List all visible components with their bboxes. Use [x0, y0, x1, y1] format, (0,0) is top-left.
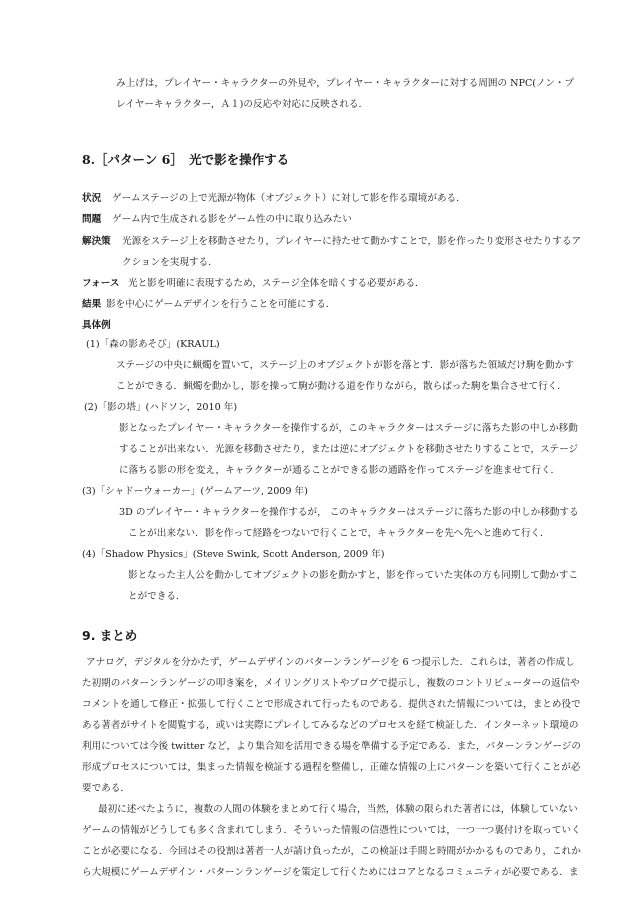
example-3-heading: (3)「シャドーウォーカー」(ゲームアーツ, 2009 年) — [82, 486, 308, 497]
forces-text: 光と影を明確に表現するため，ステージ全体を暗くする必要がある． — [128, 278, 425, 289]
situation-label: 状況 — [82, 193, 102, 204]
solution-text-1: 光源をステージ上を移動させたり，プレイヤーに持たせて動かすことで，影を作ったり変形させたりするア — [122, 236, 582, 247]
summary-p2-line-2: ゲームの情報がどうしても多く含まれてしまう．そういった情報の信憑性については，一つ一つ裏付けを取っていく — [82, 825, 581, 836]
intro-line-1: み上げは，プレイヤー・キャラクターの外見や，プレイヤー・キャラクターに対する周囲の NPC(ノン・プ — [116, 78, 575, 89]
summary-p2-line-3: ことが必要になる．今回はその役割は著者一人が請け負ったが，この検証は手間と時間がかかるものであり，これか — [82, 846, 581, 857]
example-2-line-3: に落ちる影の形を変え，キャラクターが通ることができる影の通路を作ってステージを進ませて行く． — [119, 465, 561, 476]
situation-text: ゲームステージの上で光源が物体（オブジェクト）に対して影を作る環境がある． — [112, 193, 466, 204]
result-text: 影を中心にゲームデザインを行うことを可能にする． — [106, 299, 336, 310]
summary-p1-line-3: コメントを通して修正・拡張して行くことで形成されて行ったものである．提供された情報については，まとめ役で — [82, 699, 581, 710]
summary-p2-line-4: ら大規模にゲームデザイン・パターンランゲージを策定して行くためにはコアとなるコミュニティが必要である．ま — [82, 867, 579, 878]
example-2-heading: (2)「影の塔」(ハドソン，2010 年) — [84, 402, 238, 413]
summary-p2-line-1: 最初に述べたように，複数の人間の体験をまとめて行く場合，当然，体験の限られた著者には，体験していない — [98, 804, 578, 815]
problem-text: ゲーム内で生成される影をゲーム性の中に取り込みたい — [112, 214, 352, 225]
example-2-line-1: 影となったプレイヤー・キャラクターを操作するが，このキャラクターはステージに落ちた影の中しか移動 — [119, 423, 578, 434]
summary-p1-line-4: ある著者がサイトを閲覧する，或いは実際にプレイしてみるなどのプロセスを経て検証した．インターネット環境の — [82, 720, 579, 731]
summary-p1-line-2: た初期のパターンランゲージの叩き案を，メイリングリストやブログで提示し，複数のコントリビューターの返信や — [82, 678, 580, 689]
problem-label: 問題 — [82, 214, 102, 225]
example-1-line-1: ステージの中央に蝋燭を置いて，ステージ上のオブジェクトが影を落とす．影が落ちた領域だけ駒を動かす — [116, 360, 574, 371]
solution-label: 解決策 — [82, 236, 111, 247]
intro-line-2: レイヤーキャラクター，Ａ１)の反応や対応に反映される． — [116, 99, 369, 110]
example-1-heading: (1)「森の影あそび」(KRAUL) — [86, 339, 220, 350]
example-4-heading: (4)「Shadow Physics」(Steve Swink, Scott Anderson, 2009 年) — [82, 549, 385, 560]
summary-p1-line-1: アナログ，デジタルを分かたず，ゲームデザインのパターンランゲージを 6 つ提示した．これらは，著者の作成し — [86, 657, 575, 668]
solution-text-2: クションを実現する． — [122, 257, 218, 268]
result-label: 結果 — [82, 299, 102, 310]
example-3-line-2: ことが出来ない．影を作って経路をつないで行くことで，キャラクターを先へ先へと進めて行く． — [128, 528, 550, 539]
example-4-line-2: とができる． — [128, 591, 186, 602]
example-1-line-2: ことができる．蝋燭を動かし，影を操って駒が動ける道を作りながら，散らばった駒を集合させて行く． — [116, 381, 567, 392]
summary-p1-line-6: 形成プロセスについては，集まった情報を検証する過程を整備し，正確な情報の上にパターンを築いて行くことが必 — [82, 762, 581, 773]
examples-label: 具体例 — [82, 320, 111, 331]
summary-p1-line-5: 利用については今後 twitter など，より集合知を活用できる場を準備する予定である．また，パターンランゲージの — [82, 741, 581, 752]
summary-p1-line-7: 要である． — [82, 783, 130, 794]
example-4-line-1: 影となった主人公を動かしてオブジェクトの影を動かすと，影を作っていた実体の方も同期して動かすこ — [128, 570, 579, 581]
section-9-heading: 9. まとめ — [82, 628, 138, 643]
example-3-line-1: 3D のプレイヤー・キャラクターを操作するが， このキャラクターはステージに落ちた影の中しか移動する — [119, 507, 579, 518]
forces-label: フォース — [82, 278, 120, 289]
example-2-line-2: することが出来ない．光源を移動させたり，または逆にオブジェクトを移動させたりすることで，ステージ — [119, 444, 579, 455]
section-8-heading: 8.［パターン 6］ 光で影を操作する — [82, 152, 290, 167]
